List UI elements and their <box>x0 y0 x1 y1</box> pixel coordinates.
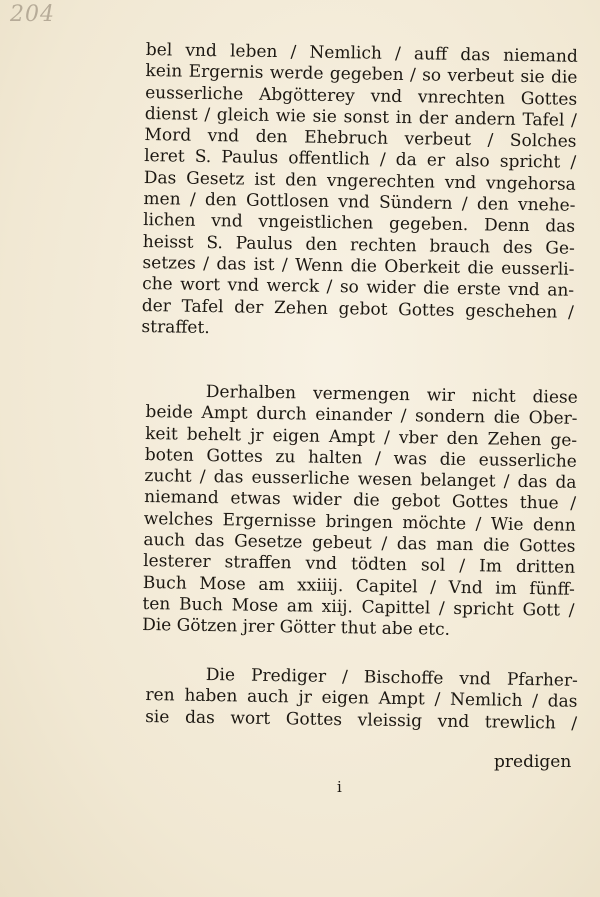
text-line: auch das Gesetze gebeut / das man die Gottes <box>143 530 576 557</box>
text-line: der Tafel der Zehen gebot Gottes geschehen / <box>141 295 574 323</box>
signature-mark: i <box>337 778 342 796</box>
text-line: Die Götzen jrer Götter thut abe etc. <box>142 615 451 641</box>
text-line: boten Gottes zu halten / was die eusserliche <box>144 444 577 472</box>
text-line: Die Prediger / Bischoffe vnd Pfarher- <box>205 664 578 691</box>
text-line: welches Ergernisse bringen möchte / Wie denn <box>143 508 576 536</box>
text-line: bel vnd leben / Nemlich / auff das niemand <box>145 40 578 67</box>
text-line: zucht / das eusserliche wesen belanget / das da <box>144 466 577 493</box>
paragraph-3 <box>145 664 578 735</box>
text-line: ten Buch Mose am xiij. Capittel / spricht Gott / <box>142 593 575 621</box>
text-line: dienst / gleich wie sie sonst in der andern Tafel / <box>144 103 577 131</box>
text-line: Buch Mose am xxiiij. Capitel / Vnd im fünff- <box>142 572 575 600</box>
text-line: niemand etwas wider die gebot Gottes thue / <box>144 487 577 515</box>
text-line: straffet. <box>141 316 210 338</box>
text-line: lichen vnd vngeistlichen gegeben. Denn das <box>143 210 576 238</box>
text-line: lesterer straffen vnd tödten sol / Im dritten <box>143 551 576 579</box>
text-line: kein Ergernis werde gegeben / so verbeut sie die <box>145 61 578 89</box>
text-line: keit behelt jr eigen Ampt / vber den Zehen ge- <box>145 423 578 451</box>
page-number: 204 <box>10 2 55 27</box>
text-line: Das Gesetz ist den vngerechten vnd vngehorsa <box>143 167 576 195</box>
paragraph-1 <box>141 40 578 345</box>
text-line: men / den Gottlosen vnd Sündern / den vnehe- <box>143 189 576 216</box>
text-line: sie das wort Gottes vleissig vnd trewlich / <box>145 706 578 734</box>
text-line: Mord vnd den Ehebruch verbeut / Solches <box>144 125 577 152</box>
text-line: setzes / das ist / Wenn die Oberkeit die eusserli- <box>142 252 575 280</box>
text-line: heisst S. Paulus den rechten brauch des Ge- <box>142 231 575 259</box>
text-line: eusserliche Abgötterey vnd vnrechten Gottes <box>145 82 578 110</box>
text-line: leret S. Paulus offentlich / da er also spricht / <box>144 146 577 174</box>
text-line: Derhalben vermengen wir nicht diese <box>205 381 578 408</box>
paragraph-2 <box>142 381 578 643</box>
text-line: beide Ampt durch einander / sondern die Ober- <box>145 402 578 430</box>
text-line: che wort vnd werck / so wider die erste vnd an- <box>142 274 575 302</box>
text-line: ren haben auch jr eigen Ampt / Nemlich / das <box>145 685 578 713</box>
catchword: predigen <box>494 752 572 772</box>
